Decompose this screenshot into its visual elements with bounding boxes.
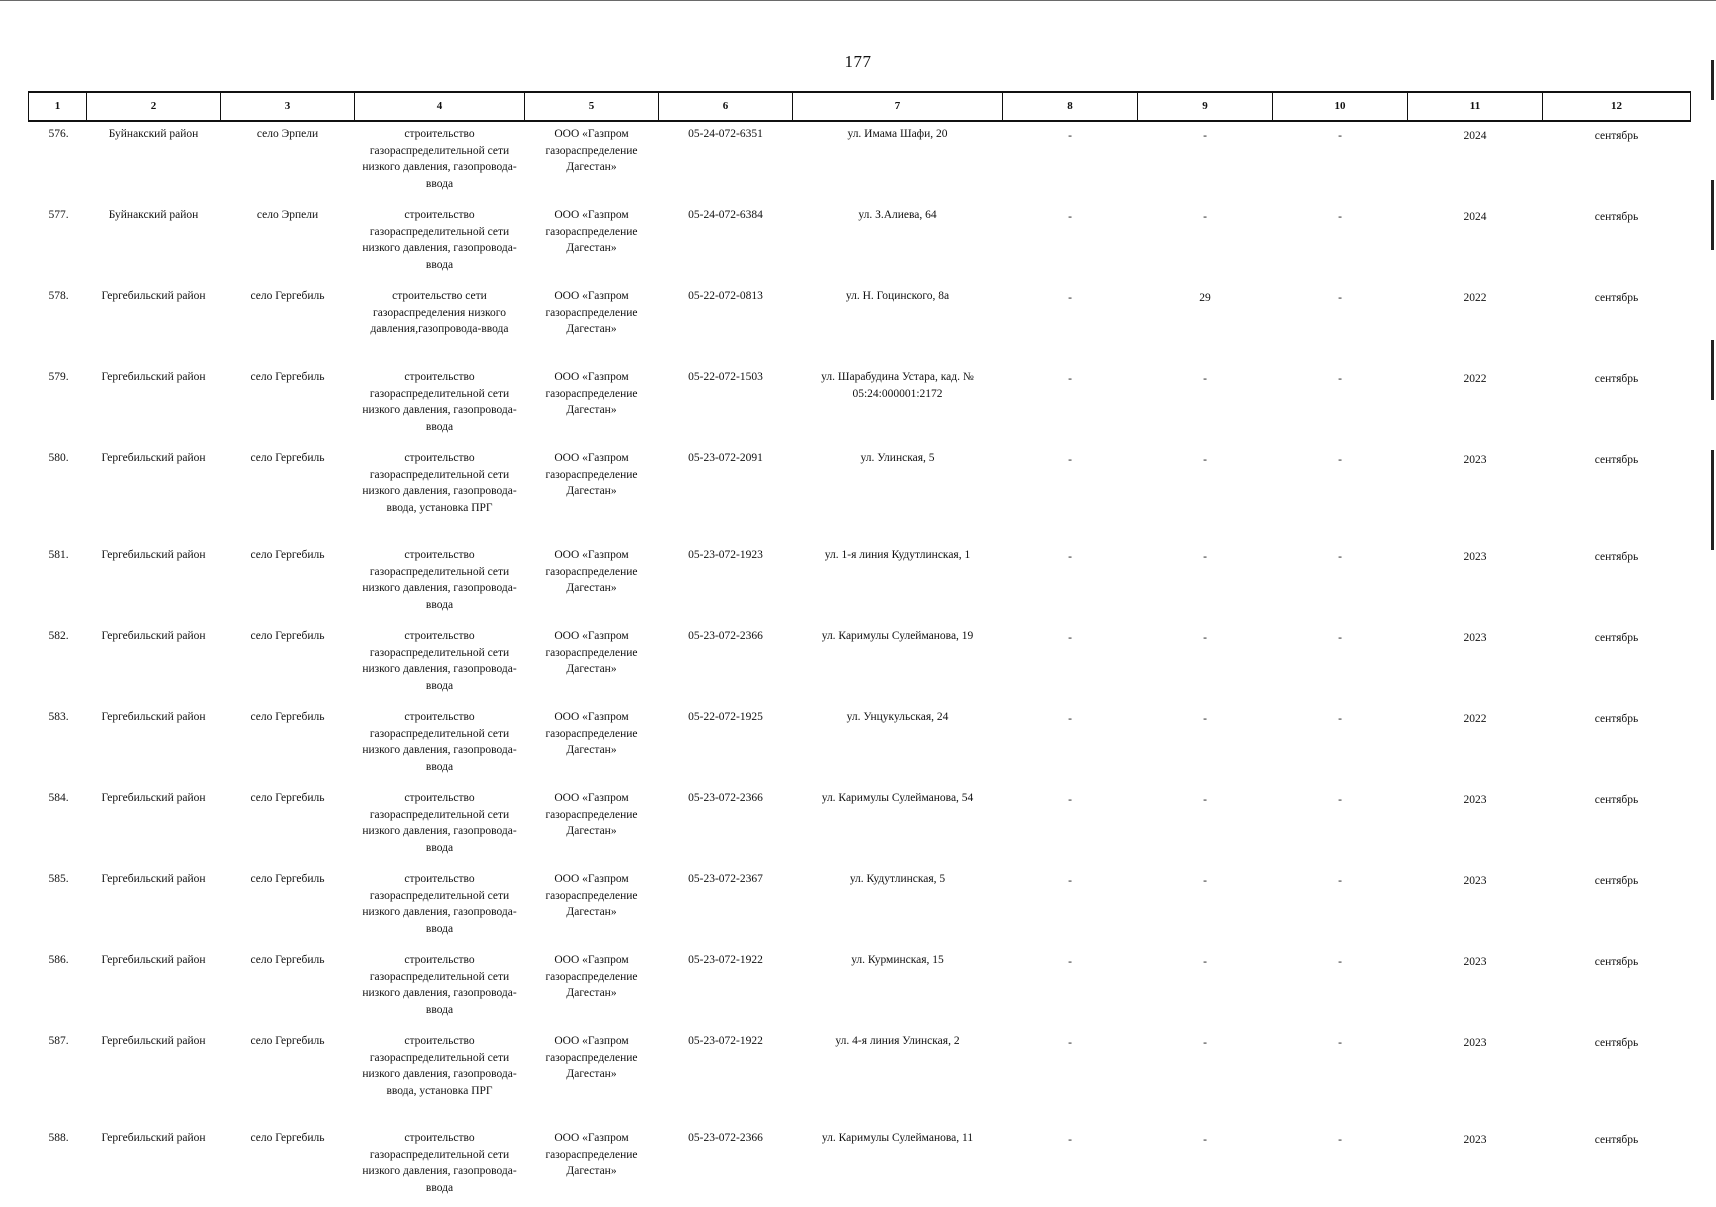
col8-cell: - (1068, 1134, 1072, 1146)
settlement-cell: село Гергебиль (250, 954, 325, 966)
col8-cell: - (1068, 130, 1072, 142)
col9-cell: - (1203, 956, 1207, 968)
address-cell: ул. Кудутлинская, 5 (849, 873, 946, 885)
address-cell: ул. З.Алиева, 64 (858, 209, 937, 221)
month-cell: сентябрь (1594, 875, 1639, 887)
district-cell: Гергебильский район (101, 630, 206, 642)
table-row (29, 867, 1691, 948)
col9-cell: - (1203, 211, 1207, 223)
month-cell: сентябрь (1594, 292, 1639, 304)
work-description-cell: строительство газораспределительной сети низкого давления, газопровода-ввода (362, 128, 517, 190)
settlement-cell: село Гергебиль (250, 371, 325, 383)
col9-cell: - (1203, 632, 1207, 644)
work-description-cell: строительство газораспределительной сети низкого давления, газопровода-ввода (362, 711, 517, 773)
address-cell: ул. Каримулы Сулейманова, 11 (821, 1132, 974, 1144)
table-row (29, 284, 1691, 365)
table-row (29, 1126, 1691, 1207)
application-code-cell: 05-23-072-2366 (688, 630, 763, 642)
district-cell: Гергебильский район (101, 549, 206, 561)
page-number: 177 (844, 52, 872, 71)
organization-cell: ООО «Газпром газораспределение Дагестан» (545, 873, 638, 918)
year-cell: 2023 (1463, 1037, 1487, 1049)
col9-cell: - (1203, 130, 1207, 142)
application-code-cell: 05-23-072-2366 (688, 792, 763, 804)
application-code-cell: 05-22-072-1503 (688, 371, 763, 383)
year-cell: 2022 (1463, 713, 1487, 725)
column-header: 11 (1408, 92, 1543, 121)
district-cell: Гергебильский район (101, 1035, 206, 1047)
application-code-cell: 05-22-072-0813 (688, 290, 763, 302)
work-description-cell: строительство газораспределительной сети низкого давления, газопровода-ввода (362, 209, 517, 271)
district-cell: Гергебильский район (101, 1132, 206, 1144)
row-number: 584. (48, 792, 69, 804)
register-rows (29, 121, 1691, 1207)
column-header: 5 (525, 92, 659, 121)
row-number: 576. (48, 128, 69, 140)
organization-cell: ООО «Газпром газораспределение Дагестан» (545, 792, 638, 837)
settlement-cell: село Гергебиль (250, 452, 325, 464)
col10-cell: - (1338, 211, 1342, 223)
col8-cell: - (1068, 713, 1072, 725)
col9-cell: - (1203, 1037, 1207, 1049)
organization-cell: ООО «Газпром газораспределение Дагестан» (545, 1132, 638, 1177)
organization-cell: ООО «Газпром газораспределение Дагестан» (545, 128, 638, 173)
address-cell: ул. Каримулы Сулейманова, 19 (821, 630, 974, 642)
table-row (29, 365, 1691, 446)
district-cell: Буйнакский район (108, 209, 199, 221)
year-cell: 2023 (1463, 454, 1487, 466)
top-rule (0, 0, 1716, 1)
column-header: 12 (1543, 92, 1691, 121)
work-description-cell: строительство газораспределительной сети низкого давления, газопровода-ввода (362, 549, 517, 611)
col10-cell: - (1338, 373, 1342, 385)
application-code-cell: 05-23-072-1922 (688, 954, 763, 966)
year-cell: 2023 (1463, 956, 1487, 968)
row-number: 579. (48, 371, 69, 383)
col8-cell: - (1068, 211, 1072, 223)
column-header: 7 (793, 92, 1003, 121)
organization-cell: ООО «Газпром газораспределение Дагестан» (545, 452, 638, 497)
col8-cell: - (1068, 551, 1072, 563)
col10-cell: - (1338, 956, 1342, 968)
row-number: 580. (48, 452, 69, 464)
month-cell: сентябрь (1594, 794, 1639, 806)
application-code-cell: 05-24-072-6384 (688, 209, 763, 221)
row-number: 585. (48, 873, 69, 885)
year-cell: 2024 (1463, 211, 1487, 223)
organization-cell: ООО «Газпром газораспределение Дагестан» (545, 209, 638, 254)
table-row (29, 203, 1691, 284)
district-cell: Буйнакский район (108, 128, 199, 140)
address-cell: ул. 4-я линия Улинская, 2 (835, 1035, 960, 1047)
table-row (29, 121, 1691, 203)
col8-cell: - (1068, 632, 1072, 644)
work-description-cell: строительство газораспределительной сети низкого давления, газопровода-ввода (362, 792, 517, 854)
column-header: 2 (87, 92, 221, 121)
column-header: 10 (1273, 92, 1408, 121)
work-description-cell: строительство газораспределительной сети низкого давления, газопровода-ввода (362, 954, 517, 1016)
row-number: 587. (48, 1035, 69, 1047)
col10-cell: - (1338, 713, 1342, 725)
month-cell: сентябрь (1594, 1134, 1639, 1146)
application-code-cell: 05-23-072-2091 (688, 452, 763, 464)
address-cell: ул. 1-я линия Кудутлинская, 1 (824, 549, 971, 561)
col10-cell: - (1338, 875, 1342, 887)
col9-cell: - (1203, 373, 1207, 385)
address-cell: ул. Н. Гоцинского, 8а (845, 290, 950, 302)
work-description-cell: строительство газораспределительной сети низкого давления, газопровода-ввода, установка ПРГ (362, 1035, 517, 1097)
table-row (29, 705, 1691, 786)
table-row (29, 948, 1691, 1029)
column-number-header (29, 92, 1691, 121)
settlement-cell: село Гергебиль (250, 1132, 325, 1144)
col10-cell: - (1338, 1037, 1342, 1049)
column-header: 3 (221, 92, 355, 121)
organization-cell: ООО «Газпром газораспределение Дагестан» (545, 954, 638, 999)
organization-cell: ООО «Газпром газораспределение Дагестан» (545, 290, 638, 335)
col10-cell: - (1338, 551, 1342, 563)
month-cell: сентябрь (1594, 713, 1639, 725)
district-cell: Гергебильский район (101, 290, 206, 302)
column-header: 9 (1138, 92, 1273, 121)
year-cell: 2024 (1463, 130, 1487, 142)
column-header: 1 (29, 92, 87, 121)
column-header: 4 (355, 92, 525, 121)
col8-cell: - (1068, 956, 1072, 968)
col8-cell: - (1068, 292, 1072, 304)
col10-cell: - (1338, 292, 1342, 304)
settlement-cell: село Гергебиль (250, 711, 325, 723)
application-code-cell: 05-22-072-1925 (688, 711, 763, 723)
year-cell: 2023 (1463, 794, 1487, 806)
col9-cell: - (1203, 454, 1207, 466)
col10-cell: - (1338, 130, 1342, 142)
year-cell: 2023 (1463, 551, 1487, 563)
organization-cell: ООО «Газпром газораспределение Дагестан» (545, 1035, 638, 1080)
organization-cell: ООО «Газпром газораспределение Дагестан» (545, 630, 638, 675)
month-cell: сентябрь (1594, 130, 1639, 142)
settlement-cell: село Эрпели (256, 128, 319, 140)
settlement-cell: село Гергебиль (250, 290, 325, 302)
year-cell: 2023 (1463, 875, 1487, 887)
month-cell: сентябрь (1594, 632, 1639, 644)
col8-cell: - (1068, 1037, 1072, 1049)
settlement-cell: село Гергебиль (250, 792, 325, 804)
district-cell: Гергебильский район (101, 711, 206, 723)
col9-cell: - (1203, 713, 1207, 725)
address-cell: ул. Шарабудина Устара, кад. № 05:24:000001:2172 (821, 371, 974, 400)
month-cell: сентябрь (1594, 551, 1639, 563)
row-number: 578. (48, 290, 69, 302)
year-cell: 2022 (1463, 292, 1487, 304)
year-cell: 2022 (1463, 373, 1487, 385)
district-cell: Гергебильский район (101, 452, 206, 464)
month-cell: сентябрь (1594, 211, 1639, 223)
row-number: 581. (48, 549, 69, 561)
work-description-cell: строительство сети газораспределения низкого давления,газопровода-ввода (370, 290, 509, 335)
col9-cell: - (1203, 551, 1207, 563)
row-number: 583. (48, 711, 69, 723)
work-description-cell: строительство газораспределительной сети низкого давления, газопровода-ввода, установка ПРГ (362, 452, 517, 514)
col8-cell: - (1068, 373, 1072, 385)
district-cell: Гергебильский район (101, 371, 206, 383)
table-row (29, 543, 1691, 624)
settlement-cell: село Гергебиль (250, 630, 325, 642)
table-row (29, 1029, 1691, 1126)
work-description-cell: строительство газораспределительной сети низкого давления, газопровода-ввода (362, 873, 517, 935)
month-cell: сентябрь (1594, 1037, 1639, 1049)
column-header: 8 (1003, 92, 1138, 121)
col9-cell: - (1203, 1134, 1207, 1146)
row-number: 588. (48, 1132, 69, 1144)
year-cell: 2023 (1463, 632, 1487, 644)
settlement-cell: село Эрпели (256, 209, 319, 221)
scan-margin-marks (1711, 40, 1714, 560)
settlement-cell: село Гергебиль (250, 549, 325, 561)
application-code-cell: 05-23-072-2367 (688, 873, 763, 885)
table-row (29, 624, 1691, 705)
month-cell: сентябрь (1594, 454, 1639, 466)
work-description-cell: строительство газораспределительной сети низкого давления, газопровода-ввода (362, 630, 517, 692)
col8-cell: - (1068, 875, 1072, 887)
work-description-cell: строительство газораспределительной сети низкого давления, газопровода-ввода (362, 1132, 517, 1194)
settlement-cell: село Гергебиль (250, 873, 325, 885)
organization-cell: ООО «Газпром газораспределение Дагестан» (545, 711, 638, 756)
col10-cell: - (1338, 794, 1342, 806)
address-cell: ул. Улинская, 5 (860, 452, 935, 464)
address-cell: ул. Курминская, 15 (851, 954, 944, 966)
table-row (29, 446, 1691, 543)
month-cell: сентябрь (1594, 373, 1639, 385)
row-number: 577. (48, 209, 69, 221)
col10-cell: - (1338, 632, 1342, 644)
col9-cell: - (1203, 794, 1207, 806)
address-cell: ул. Имама Шафи, 20 (847, 128, 948, 140)
work-description-cell: строительство газораспределительной сети низкого давления, газопровода-ввода (362, 371, 517, 433)
col9-cell: 29 (1199, 292, 1211, 304)
col10-cell: - (1338, 454, 1342, 466)
application-code-cell: 05-23-072-2366 (688, 1132, 763, 1144)
col9-cell: - (1203, 875, 1207, 887)
application-code-cell: 05-23-072-1923 (688, 549, 763, 561)
register-table (28, 91, 1691, 1207)
district-cell: Гергебильский район (101, 954, 206, 966)
application-code-cell: 05-24-072-6351 (688, 128, 763, 140)
address-cell: ул. Унцукульская, 24 (846, 711, 949, 723)
organization-cell: ООО «Газпром газораспределение Дагестан» (545, 549, 638, 594)
col8-cell: - (1068, 454, 1072, 466)
row-number: 582. (48, 630, 69, 642)
year-cell: 2023 (1463, 1134, 1487, 1146)
district-cell: Гергебильский район (101, 873, 206, 885)
col8-cell: - (1068, 794, 1072, 806)
settlement-cell: село Гергебиль (250, 1035, 325, 1047)
address-cell: ул. Каримулы Сулейманова, 54 (821, 792, 974, 804)
col10-cell: - (1338, 1134, 1342, 1146)
month-cell: сентябрь (1594, 956, 1639, 968)
row-number: 586. (48, 954, 69, 966)
organization-cell: ООО «Газпром газораспределение Дагестан» (545, 371, 638, 416)
table-row (29, 786, 1691, 867)
application-code-cell: 05-23-072-1922 (688, 1035, 763, 1047)
district-cell: Гергебильский район (101, 792, 206, 804)
column-header: 6 (659, 92, 793, 121)
